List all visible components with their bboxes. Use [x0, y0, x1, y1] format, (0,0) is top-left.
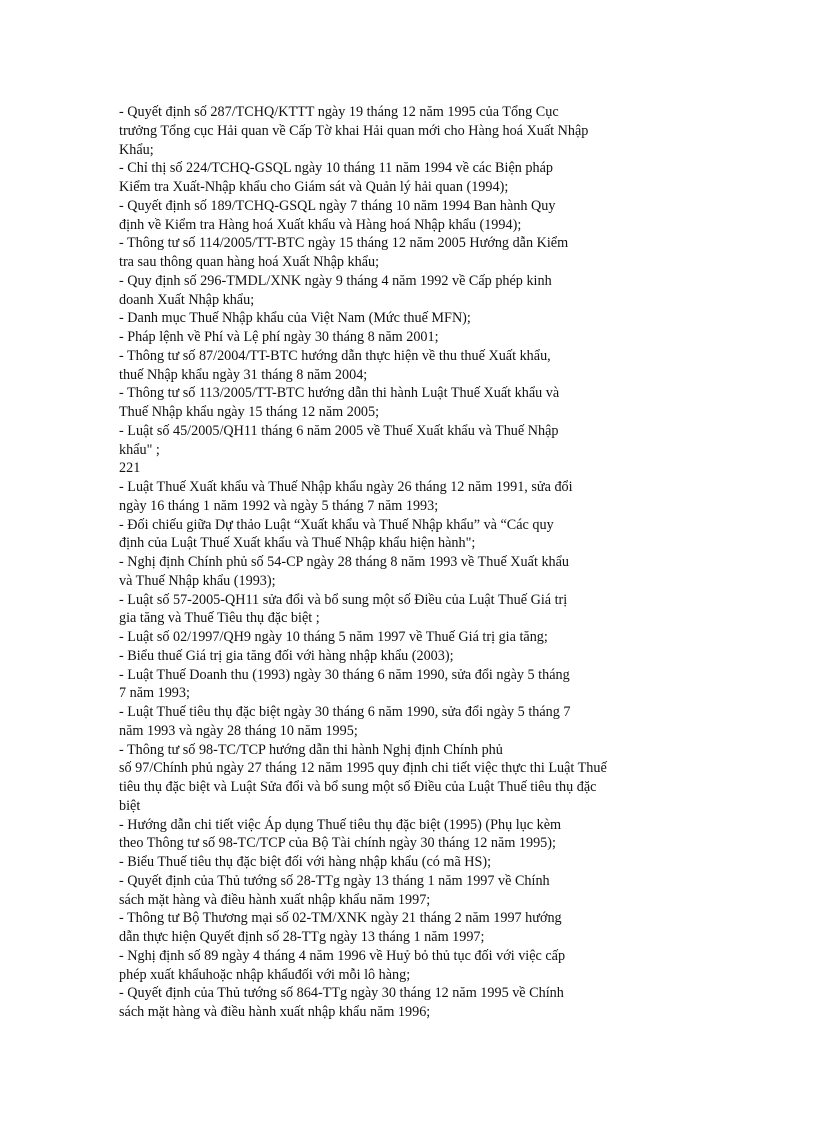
text-line: - Thông tư số 114/2005/TT-BTC ngày 15 tháng 12 năm 2005 Hướng dẫn Kiểm — [119, 235, 569, 252]
text-line: - Thông tư số 87/2004/TT-BTC hướng dẫn thực hiện về thu thuế Xuất khẩu, — [119, 347, 551, 364]
text-line: dẫn thực hiện Quyết định số 28-TTg ngày 13 tháng 1 năm 1997; — [119, 929, 485, 945]
text-line: - Thông tư Bộ Thương mại số 02-TM/XNK ngày 21 tháng 2 năm 1997 hướng — [119, 910, 562, 927]
text-line: - Danh mục Thuế Nhập khẩu của Việt Nam (Mức thuế MFN); — [119, 310, 471, 327]
text-line: - Luật số 02/1997/QH9 ngày 10 tháng 5 năm 1997 về Thuế Giá trị gia tăng; — [119, 629, 548, 645]
text-line: định về Kiểm tra Hàng hoá Xuất khẩu và Hàng hoá Nhập khẩu (1994); — [119, 216, 522, 233]
text-line: - Quy định số 296-TMDL/XNK ngày 9 tháng 4 năm 1992 về Cấp phép kinh — [119, 272, 552, 289]
text-line: - Quyết định số 287/TCHQ/KTTT ngày 19 tháng 12 năm 1995 của Tổng Cục — [119, 104, 559, 120]
text-line: khẩu" ; — [119, 441, 160, 458]
text-line: Kiểm tra Xuất-Nhập khẩu cho Giám sát và Quản lý hải quan (1994); — [119, 179, 509, 195]
text-line: - Pháp lệnh về Phí và Lệ phí ngày 30 tháng 8 năm 2001; — [119, 329, 439, 345]
text-line: - Đối chiếu giữa Dự thảo Luật “Xuất khẩu và Thuế Nhập khẩu” và “Các quy — [119, 516, 554, 533]
text-line: - Luật Thuế tiêu thụ đặc biệt ngày 30 tháng 6 năm 1990, sửa đổi ngày 5 tháng 7 — [119, 704, 571, 720]
text-line: - Biểu Thuế tiêu thụ đặc biệt đối với hàng nhập khẩu (có mã HS); — [119, 854, 492, 870]
text-line: định của Luật Thuế Xuất khẩu và Thuế Nhập khẩu hiện hành"; — [119, 535, 476, 552]
text-line: - Hướng dẫn chi tiết việc Áp dụng Thuế tiêu thụ đặc biệt (1995) (Phụ lục kèm — [119, 816, 562, 833]
text-line: ngày 16 tháng 1 năm 1992 và ngày 5 tháng 7 năm 1993; — [119, 497, 439, 514]
text-line: phép xuất khẩuhoặc nhập khẩuđối với mỗi lô hàng; — [119, 966, 411, 983]
text-line: 221 — [119, 460, 141, 477]
text-line: - Thông tư số 98-TC/TCP hướng dẫn thi hành Nghị định Chính phủ — [119, 741, 503, 758]
text-line: - Luật Thuế Doanh thu (1993) ngày 30 tháng 6 năm 1990, sửa đổi ngày 5 tháng — [119, 666, 570, 683]
text-line: sách mặt hàng và điều hành xuất nhập khẩu năm 1997; — [119, 891, 431, 908]
text-line: năm 1993 và ngày 28 tháng 10 năm 1995; — [119, 722, 358, 739]
text-line: - Nghị định Chính phủ số 54-CP ngày 28 tháng 8 năm 1993 về Thuế Xuất khẩu — [119, 554, 570, 570]
text-line: số 97/Chính phủ ngày 27 tháng 12 năm 1995 quy định chi tiết việc thực thi Luật Thuế — [119, 760, 607, 777]
text-line: - Quyết định của Thủ tướng số 28-TTg ngày 13 tháng 1 năm 1997 về Chính — [119, 872, 550, 889]
text-line: - Chỉ thị số 224/TCHQ-GSQL ngày 10 tháng 11 năm 1994 về các Biện pháp — [119, 160, 553, 177]
text-line: thuế Nhập khẩu ngày 31 tháng 8 năm 2004; — [119, 366, 368, 383]
text-line: biệt — [119, 797, 141, 814]
text-line: - Nghị định số 89 ngày 4 tháng 4 năm 1996 về Huỷ bỏ thủ tục đối với việc cấp — [119, 947, 566, 964]
text-line: - Biểu thuế Giá trị gia tăng đối với hàng nhập khẩu (2003); — [119, 647, 454, 664]
text-line: doanh Xuất Nhập khẩu; — [119, 291, 255, 308]
text-line: Thuế Nhập khẩu ngày 15 tháng 12 năm 2005; — [119, 404, 380, 420]
text-line: - Luật số 45/2005/QH11 tháng 6 năm 2005 về Thuế Xuất khẩu và Thuế Nhập — [119, 422, 559, 439]
text-line: 7 năm 1993; — [119, 685, 190, 702]
text-line: và Thuế Nhập khẩu (1993); — [119, 572, 276, 589]
text-line: - Luật Thuế Xuất khẩu và Thuế Nhập khẩu ngày 26 tháng 12 năm 1991, sửa đổi — [119, 479, 573, 495]
text-line: - Quyết định của Thủ tướng số 864-TTg ngày 30 tháng 12 năm 1995 về Chính — [119, 985, 564, 1002]
text-line: - Quyết định số 189/TCHQ-GSQL ngày 7 tháng 10 năm 1994 Ban hành Quy — [119, 197, 556, 214]
text-line: tiêu thụ đặc biệt và Luật Sửa đổi và bổ sung một số Điều của Luật Thuế tiêu thụ đặc — [119, 779, 597, 795]
text-line: theo Thông tư số 98-TC/TCP của Bộ Tài chính ngày 30 tháng 12 năm 1995); — [119, 835, 556, 852]
text-line: sách mặt hàng và điều hành xuất nhập khẩu năm 1996; — [119, 1004, 431, 1020]
text-line: Khẩu; — [119, 141, 154, 158]
document-body — [119, 103, 659, 1022]
text-line: gia tăng và Thuế Tiêu thụ đặc biệt ; — [119, 610, 320, 627]
text-line: - Luật số 57-2005-QH11 sửa đổi và bổ sung một số Điều của Luật Thuế Giá trị — [119, 591, 568, 608]
text-line: trưởng Tổng cục Hải quan về Cấp Tờ khai Hải quan mới cho Hàng hoá Xuất Nhập — [119, 122, 589, 139]
text-line: tra sau thông quan hàng hoá Xuất Nhập khẩu; — [119, 254, 380, 270]
text-line: - Thông tư số 113/2005/TT-BTC hướng dẫn thi hành Luật Thuế Xuất khẩu và — [119, 385, 560, 402]
